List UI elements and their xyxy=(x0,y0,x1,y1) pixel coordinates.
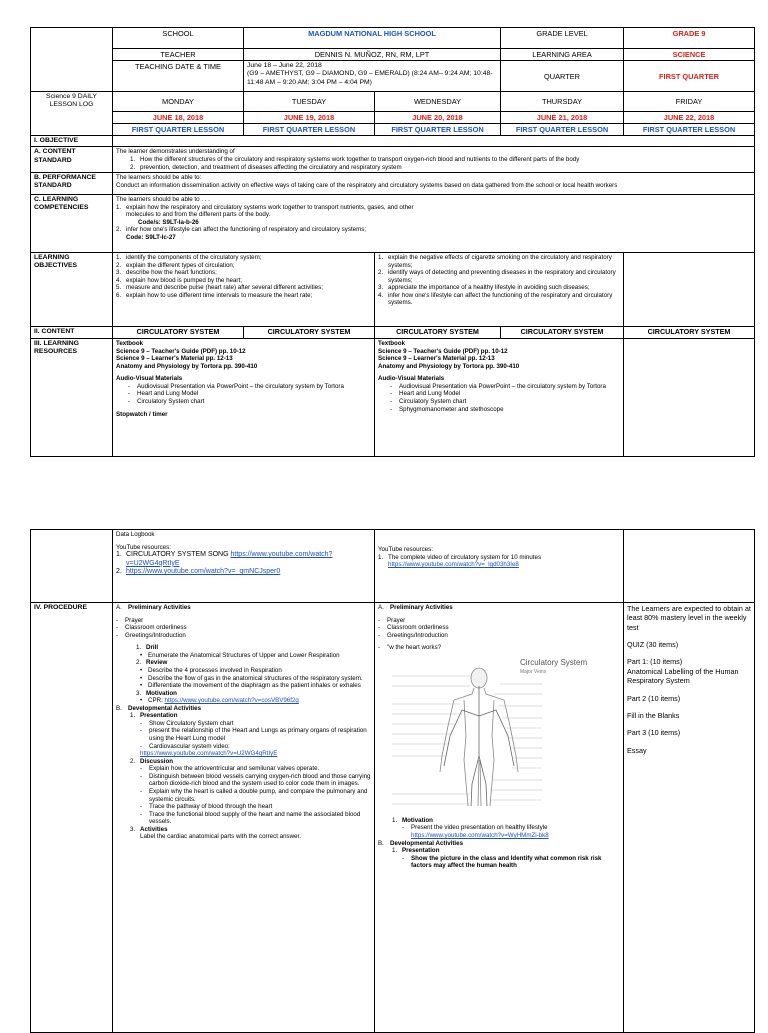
list-item: - Circulatory System chart xyxy=(390,398,467,405)
competency-code: Code: S9LT-Ic-27 xyxy=(126,233,176,241)
list-item: - Sphygmomanometer and stethoscope xyxy=(390,405,504,413)
list-item: • Describe the flow of gas in the anatomical structures of the respiratory system. xyxy=(140,674,363,682)
youtube-heading: YouTube resources: xyxy=(378,546,433,553)
diagram-subtitle: Major Veins xyxy=(520,668,547,675)
youtube-left-cell xyxy=(113,530,375,603)
list-item: 1. CIRCULATORY SYSTEM SONG https://www.youtube.com/watch?v=U2WG4qRtIyE xyxy=(116,551,333,567)
list-item: - Distinguish between blood vessels carrying oxygen-rich blood and those carrying carbon dioxide-rich blood and the system used to color code them in images. xyxy=(140,772,371,788)
procedure-right-cell: A. Preliminary Activities - Prayer - Classroom orderliness - Greetings/Introduction - "w the heart works? Circulatory System Major Veins 1. Motivation - Present the video presentation on healthy lifestyle https://www.youtube.com/watch?v=WyHMmZi-bk8 B. Developmental Activities 1. Presentation - Show the picture in the class and Identify what common risk risk factors may affect the human health xyxy=(375,603,624,1033)
day-lesson: FIRST QUARTER LESSON xyxy=(244,124,375,136)
resources-right-cell xyxy=(375,339,624,457)
list-item: 2. https://www.youtube.com/watch?v=_qmNCJsper0 xyxy=(116,568,281,576)
list-item: - Classroom orderliness xyxy=(378,624,449,632)
youtube-heading: YouTube resources: xyxy=(116,543,171,551)
day-name: FRIDAY xyxy=(624,92,755,112)
quarter-value: FIRST QUARTER xyxy=(624,61,755,92)
youtube-link[interactable]: https://www.youtube.com/watch?v=_lgd03h3Ie8 xyxy=(388,561,519,569)
quiz-part-desc: Fill in the Blanks xyxy=(627,710,680,720)
list-item: 4. infer how one's lifestyle can affect the functioning of the respiratory and circulatory systems. xyxy=(378,291,613,307)
section-heading: Drill xyxy=(146,644,159,652)
performance-standard-cell xyxy=(113,173,755,195)
list-item: • Describe the 4 processes involved in Respiration xyxy=(140,666,282,674)
procedure-table xyxy=(30,529,755,1033)
list-item: - Audiovisual Presentation via PowerPoint – the circulatory system by Tortora xyxy=(390,382,606,390)
list-item: - Trace the functional blood supply of the heart and name the associated blood vessels. xyxy=(140,810,361,826)
list-item: - "w the heart works? xyxy=(378,644,442,652)
section-heading: Preliminary Activities xyxy=(128,604,191,611)
daily-lesson-log-table xyxy=(30,27,755,457)
list-item: - Show the picture in the class and Identify what common risk risk factors may affect the human health xyxy=(402,854,602,870)
day-lesson: FIRST QUARTER LESSON xyxy=(375,124,501,136)
list-item: - Trace the pathway of blood through the heart xyxy=(140,803,273,811)
list-item: 1. How the different structures of the circulatory and respiratory systems work together to transport oxygen-rich blood and nutrients to the different parts of the body xyxy=(130,155,580,163)
textbook-item: Science 9 – Learner's Material pp. 12-13 xyxy=(116,355,233,363)
youtube-link[interactable]: https://www.youtube.com/watch?v=U2WG4qRtIyE xyxy=(140,750,278,758)
objectives-left-cell xyxy=(113,253,375,327)
objectives-right-cell xyxy=(375,253,624,327)
content-value: CIRCULATORY SYSTEM xyxy=(244,327,375,339)
school-label: SCHOOL xyxy=(113,28,244,49)
list-item: - Greetings/Introduction xyxy=(116,631,186,639)
section-heading: Developmental Activities xyxy=(128,704,202,712)
list-item: 2. infer how one's lifestyle can affect the functioning of respiratory and circulatory systems; xyxy=(116,226,367,234)
content-value: CIRCULATORY SYSTEM xyxy=(624,327,755,339)
list-item: 1. The complete video of circulatory system for 10 minutes https://www.youtube.com/watch?v=_lgd03h3Ie8 xyxy=(378,553,542,569)
list-item: - Audiovisual Presentation via PowerPoint – the circulatory system by Tortora xyxy=(128,382,344,390)
day-lesson: FIRST QUARTER LESSON xyxy=(624,124,755,136)
quiz-part: Part 3 (10 items) xyxy=(627,728,681,738)
list-item: 2. prevention, detection, and treatment of diseases affecting the circulatory and respiratory system xyxy=(130,163,402,171)
quiz-part-desc: Anatomical Labelling of the Human Respiratory System xyxy=(627,666,739,686)
list-item: - Cardiovascular system video: xyxy=(140,742,230,750)
quiz-part: Part 1: (10 items) xyxy=(627,657,683,667)
school-value: MAGDUM NATIONAL HIGH SCHOOL xyxy=(244,28,501,49)
list-item: 1. identify the components of the circulatory system; xyxy=(116,254,262,262)
grade-value: GRADE 9 xyxy=(624,28,755,49)
list-item: - Circulatory System chart xyxy=(128,398,205,405)
youtube-link[interactable]: https://www.youtube.com/watch?v=WyHMmZi-bk8 xyxy=(411,831,549,839)
circulatory-diagram-svg xyxy=(382,656,624,814)
content-standard-label: A. CONTENT STANDARD xyxy=(31,147,113,173)
list-item: - Prayer xyxy=(378,616,406,624)
day-date: JUNE 21, 2018 xyxy=(501,112,624,124)
textbook-item: Science 9 – Teacher's Guide (PDF) pp. 10-12 xyxy=(116,347,246,355)
circulatory-system-diagram xyxy=(382,656,624,814)
header-blank-cell xyxy=(31,28,113,92)
procedure-left-cell: A. Preliminary Activities - Prayer - Classroom orderliness - Greetings/Introduction 1. Drill • Enumerate the Anatomical Structures of Upper and Lower Respiration 2. Review • Describe the 4 processes involved in Respiration • Describe the flow of gas in the anatomical structures of the respiratory system. • Differentiate the movement of the diaphragm as the patient inhales or exhales 3. Motivation • CPR: https://www.youtube.com/watch?v=cosVBV96f2g B. Developmental Activities 1. Presentation - Show Circulatory System chart - present the relationship of the Heart and Lungs as primary organs of respiration using the Heart Lung model - Cardiovascular system video: https://www.youtube.com/watch?v=U2WG4qRtIyE 2. Discussion - Explain how the atrioventricular and semilunar valves operate. - Distinguish between blood vessels carrying oxygen-rich blood and those carrying carbon dioxide-rich blood and the system used to color code them in images. - Explain why the heart is called a double pump, and compare the pulmonary and systemic circuits. - Trace the pathway of blood through the heart - Trace the functional blood supply of the heart and name the associated blood vessels. 3. Activities Label the cardiac anatomical parts with the correct answer. xyxy=(113,603,375,1033)
youtube-link[interactable]: https://www.youtube.com/watch?v=cosVBV96f2g xyxy=(164,697,299,705)
content-value: CIRCULATORY SYSTEM xyxy=(501,327,624,339)
performance-text: Conduct an information dissemination activity on effective ways of taking care of the respiratory and circulatory systems based on data gathered from the school or local health workers xyxy=(116,181,618,189)
textbook-heading: Textbook xyxy=(116,340,144,348)
day-name: WEDNESDAY xyxy=(375,92,501,112)
day-name: MONDAY xyxy=(113,92,244,112)
teacher-label: TEACHER xyxy=(113,49,244,61)
list-item: 1. explain the negative effects of cigarette smoking on the circulatory and respiratory systems; xyxy=(378,254,612,269)
day-date: JUNE 22, 2018 xyxy=(624,112,755,124)
section-heading: Presentation xyxy=(140,712,178,720)
list-item: - Show Circulatory System chart xyxy=(140,719,234,727)
objective-label: I. OBJECTIVE xyxy=(31,136,113,147)
competency-code: Code/s: S9LT-Ia-b-26 xyxy=(138,218,199,226)
av-heading: Audio-Visual Materials xyxy=(116,375,183,383)
section-heading: Review xyxy=(146,659,168,667)
quarter-label: QUARTER xyxy=(501,61,624,92)
lesson-log-page-2 xyxy=(30,529,754,1033)
quiz-part: Part 2 (10 items) xyxy=(627,693,681,703)
textbook-item: Anatomy and Physiology by Tortora pp. 390-410 xyxy=(378,362,520,370)
section-heading: Presentation xyxy=(402,847,440,855)
section-heading: Developmental Activities xyxy=(390,839,464,847)
list-item: 4. explain how blood is pumped by the heart; xyxy=(116,276,242,284)
section-heading: Discussion xyxy=(140,757,174,765)
list-item: • CPR: https://www.youtube.com/watch?v=cosVBV96f2g xyxy=(140,697,299,705)
list-item: - Greetings/Introduction xyxy=(378,631,448,639)
objectives-friday-cell xyxy=(624,253,755,327)
activities-text: Label the cardiac anatomical parts with the correct answer. xyxy=(140,833,301,841)
resources-left-cell xyxy=(113,339,375,457)
list-item: - present the relationship of the Heart and Lungs as primary organs of respiration using the Heart Lung model xyxy=(140,727,367,742)
procedure-friday-cell xyxy=(624,603,755,1033)
learning-objectives-label: LEARNING OBJECTIVES xyxy=(31,253,113,327)
youtube-right-cell xyxy=(375,530,624,603)
list-item: • Enumerate the Anatomical Structures of Upper and Lower Respiration xyxy=(140,651,340,659)
content-value: CIRCULATORY SYSTEM xyxy=(375,327,501,339)
resources-label: III. LEARNING RESOURCES xyxy=(31,339,113,457)
list-item: 1. Motivation xyxy=(392,816,433,824)
performance-standard-label: B. PERFORMANCE STANDARD xyxy=(31,173,113,195)
av-heading: Audio-Visual Materials xyxy=(378,375,445,383)
quiz-text: QUIZ (30 items) xyxy=(627,640,679,650)
textbook-item: Science 9 – Teacher's Guide (PDF) pp. 10-12 xyxy=(378,347,508,355)
grade-label: GRADE LEVEL xyxy=(501,28,624,49)
list-item: - Heart and Lung Model xyxy=(128,390,199,398)
area-label: LEARNING AREA xyxy=(501,49,624,61)
list-item: - Prayer xyxy=(116,616,144,624)
procedure-label: IV. PROCEDURE xyxy=(31,603,113,1033)
content-standard-cell xyxy=(113,147,755,173)
day-lesson: FIRST QUARTER LESSON xyxy=(501,124,624,136)
textbook-item: Anatomy and Physiology by Tortora pp. 390-410 xyxy=(116,362,258,370)
list-item: - Present the video presentation on healthy lifestyle https://www.youtube.com/watch?v=WyHMmZi-bk8 xyxy=(402,824,549,839)
section-heading: Motivation xyxy=(146,689,177,697)
section-heading: Preliminary Activities xyxy=(390,604,453,611)
quiz-part-desc: Essay xyxy=(627,745,647,755)
stopwatch-text: Stopwatch / timer xyxy=(116,410,168,418)
day-name: THURSDAY xyxy=(501,92,624,112)
textbook-heading: Textbook xyxy=(378,340,406,348)
list-item: 6. explain how to use different time intervals to measure the heart rate; xyxy=(116,291,313,299)
performance-intro: The learners should be able to: xyxy=(116,174,202,182)
list-item: - Explain why the heart is called a double pump, and compare the pulmonary and systemic circuits. xyxy=(140,787,368,803)
list-item: - Heart and Lung Model xyxy=(390,390,461,398)
objective-blank xyxy=(113,136,755,147)
resources-friday-cell xyxy=(624,339,755,457)
youtube-link[interactable]: https://www.youtube.com/watch?v=U2WG4qRtIyE xyxy=(126,551,333,567)
date-sections: (G9 – AMETHYST, G9 – DIAMOND, G9 – EMERALD) (8:24 AM– 9:24 AM; 10:48-11:48 AM – 9:20 AM; 3:04 PM – 4:04 PM) xyxy=(247,70,493,86)
list-item: - Classroom orderliness xyxy=(116,624,187,632)
content-value: CIRCULATORY SYSTEM xyxy=(113,327,244,339)
list-item: 2. explain the different types of circulation; xyxy=(116,261,235,269)
data-logbook: Data Logbook xyxy=(116,531,155,538)
competencies-cell xyxy=(113,195,755,253)
day-lesson: FIRST QUARTER LESSON xyxy=(113,124,244,136)
list-item: • Differentiate the movement of the diaphragm as the patient inhales or exhales xyxy=(140,682,361,690)
youtube-link[interactable]: https://www.youtube.com/watch?v=_qmNCJsper0 xyxy=(126,568,281,576)
youtube-friday-cell xyxy=(624,530,755,603)
day-date: JUNE 19, 2018 xyxy=(244,112,375,124)
content-label: II. CONTENT xyxy=(31,327,113,339)
area-value: SCIENCE xyxy=(624,49,755,61)
list-item: 2. identify ways of detecting and preventing diseases in the respiratory and circulatory systems; xyxy=(378,269,616,284)
page2-blank-label xyxy=(31,530,113,603)
diagram-title: Circulatory System xyxy=(520,657,588,667)
list-item: 5. measure and describe pulse (heart rate) after several different activities; xyxy=(116,284,323,292)
section-heading: Activities xyxy=(140,825,168,833)
date-value xyxy=(244,61,501,92)
list-item: 3. appreciate the importance of a healthy lifestyle in avoiding such diseases; xyxy=(378,284,590,292)
content-standard-intro: The learner demonstrates understanding of xyxy=(116,148,235,156)
day-date: JUNE 20, 2018 xyxy=(375,112,501,124)
lesson-log-page-1 xyxy=(30,27,754,457)
list-item: 3. describe how the heart functions; xyxy=(116,269,217,277)
teacher-value: DENNIS N. MUÑOZ, RN, RM, LPT xyxy=(244,49,501,61)
mastery-text: The Learners are expected to obtain at least 80% mastery level in the weekly test xyxy=(627,604,751,632)
date-label: TEACHING DATE & TIME xyxy=(113,61,244,92)
list-item: - Explain how the atrioventricular and semilunar valves operate. xyxy=(140,765,320,773)
competencies-intro: The learners should be able to . . . xyxy=(116,196,210,204)
date-range: June 18 – June 22, 2018 xyxy=(247,62,322,70)
day-name: TUESDAY xyxy=(244,92,375,112)
log-title: Science 9 DAILY LESSON LOG xyxy=(31,92,113,136)
day-date: JUNE 18, 2018 xyxy=(113,112,244,124)
textbook-item: Science 9 – Learner's Material pp. 12-13 xyxy=(378,355,495,363)
competencies-label: C. LEARNING COMPETENCIES xyxy=(31,195,113,253)
list-item: 1. explain how the respiratory and circulatory systems work together to transport nutrients, gases, and other molecules to and from the different parts of the body. xyxy=(116,203,414,219)
